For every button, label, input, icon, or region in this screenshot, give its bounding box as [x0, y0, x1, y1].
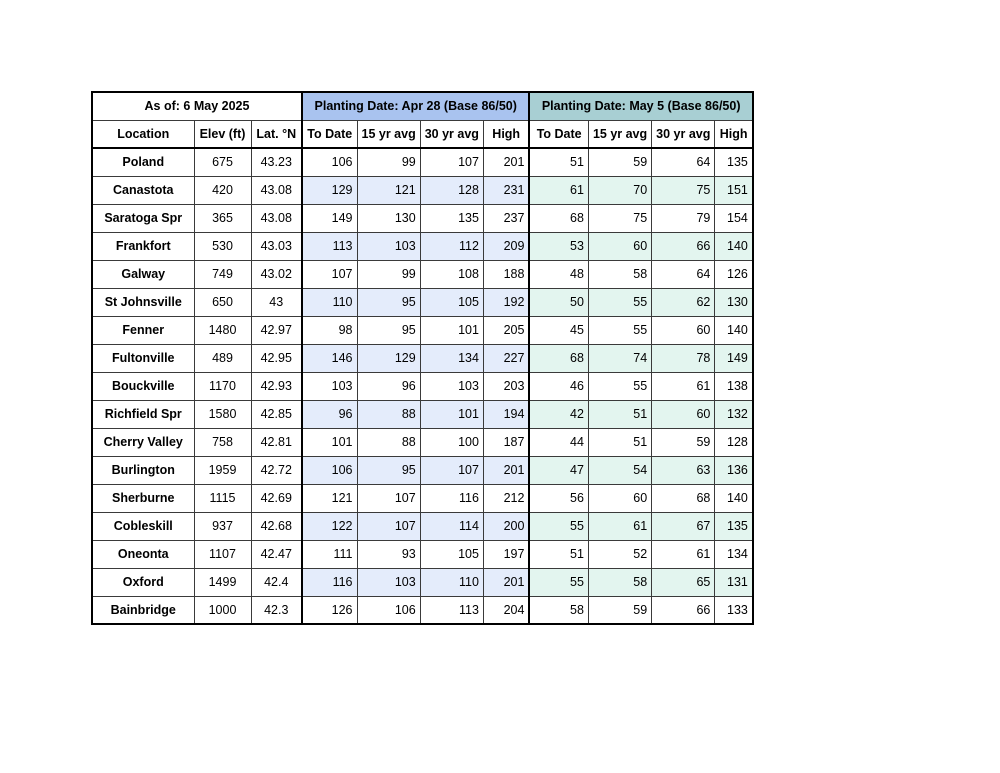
cell-b-to-date: 44 [529, 428, 588, 456]
cell-a-high: 201 [483, 148, 529, 176]
cell-b-high: 135 [715, 512, 753, 540]
cell-elev: 1000 [194, 596, 251, 624]
cell-a-30yr: 128 [420, 176, 483, 204]
cell-elev: 758 [194, 428, 251, 456]
cell-b-30yr: 66 [652, 232, 715, 260]
cell-b-high: 131 [715, 568, 753, 596]
cell-b-30yr: 61 [652, 540, 715, 568]
cell-a-30yr: 107 [420, 456, 483, 484]
cell-lat: 42.68 [251, 512, 302, 540]
cell-a-30yr: 101 [420, 400, 483, 428]
col-header-b-high: High [715, 120, 753, 148]
cell-b-30yr: 79 [652, 204, 715, 232]
table-row [92, 596, 753, 624]
cell-b-high: 128 [715, 428, 753, 456]
cell-a-15yr: 129 [357, 344, 420, 372]
cell-b-high: 138 [715, 372, 753, 400]
cell-elev: 489 [194, 344, 251, 372]
cell-b-high: 135 [715, 148, 753, 176]
cell-a-high: 197 [483, 540, 529, 568]
cell-a-to-date: 146 [302, 344, 357, 372]
cell-a-30yr: 112 [420, 232, 483, 260]
cell-b-15yr: 75 [588, 204, 651, 232]
cell-b-high: 134 [715, 540, 753, 568]
cell-a-to-date: 110 [302, 288, 357, 316]
cell-a-high: 231 [483, 176, 529, 204]
cell-a-30yr: 108 [420, 260, 483, 288]
cell-b-high: 136 [715, 456, 753, 484]
cell-b-15yr: 59 [588, 148, 651, 176]
table-row [92, 512, 753, 540]
cell-b-15yr: 55 [588, 316, 651, 344]
cell-b-30yr: 60 [652, 400, 715, 428]
table-row [92, 232, 753, 260]
cell-lat: 42.97 [251, 316, 302, 344]
cell-location: Cobleskill [92, 512, 194, 540]
cell-b-to-date: 51 [529, 148, 588, 176]
cell-a-high: 201 [483, 456, 529, 484]
table-row [92, 288, 753, 316]
cell-elev: 365 [194, 204, 251, 232]
cell-a-15yr: 95 [357, 288, 420, 316]
cell-a-15yr: 88 [357, 400, 420, 428]
cell-elev: 1580 [194, 400, 251, 428]
table-row [92, 428, 753, 456]
cell-a-to-date: 121 [302, 484, 357, 512]
cell-lat: 43.02 [251, 260, 302, 288]
cell-a-15yr: 99 [357, 260, 420, 288]
col-header-a-to-date: To Date [302, 120, 357, 148]
cell-location: Cherry Valley [92, 428, 194, 456]
cell-b-high: 133 [715, 596, 753, 624]
cell-lat: 42.85 [251, 400, 302, 428]
cell-b-to-date: 55 [529, 512, 588, 540]
cell-lat: 43 [251, 288, 302, 316]
cell-a-15yr: 106 [357, 596, 420, 624]
cell-location: Fultonville [92, 344, 194, 372]
cell-elev: 420 [194, 176, 251, 204]
cell-b-high: 132 [715, 400, 753, 428]
cell-a-high: 227 [483, 344, 529, 372]
cell-a-15yr: 95 [357, 456, 420, 484]
cell-b-15yr: 51 [588, 428, 651, 456]
cell-a-high: 212 [483, 484, 529, 512]
cell-b-30yr: 61 [652, 372, 715, 400]
cell-a-high: 204 [483, 596, 529, 624]
cell-a-high: 201 [483, 568, 529, 596]
cell-elev: 1499 [194, 568, 251, 596]
as-of-date: As of: 6 May 2025 [92, 92, 302, 120]
cell-location: Canastota [92, 176, 194, 204]
cell-lat: 42.72 [251, 456, 302, 484]
cell-a-30yr: 105 [420, 288, 483, 316]
cell-lat: 43.23 [251, 148, 302, 176]
cell-b-15yr: 61 [588, 512, 651, 540]
cell-a-high: 194 [483, 400, 529, 428]
cell-elev: 1170 [194, 372, 251, 400]
cell-b-high: 140 [715, 232, 753, 260]
cell-a-to-date: 122 [302, 512, 357, 540]
col-header-a-15yr: 15 yr avg [357, 120, 420, 148]
col-header-a-high: High [483, 120, 529, 148]
cell-b-to-date: 53 [529, 232, 588, 260]
cell-a-high: 192 [483, 288, 529, 316]
table-body [92, 148, 753, 624]
cell-b-high: 130 [715, 288, 753, 316]
cell-location: Fenner [92, 316, 194, 344]
cell-a-30yr: 103 [420, 372, 483, 400]
cell-a-to-date: 129 [302, 176, 357, 204]
group-header-apr28: Planting Date: Apr 28 (Base 86/50) [302, 92, 529, 120]
cell-a-high: 205 [483, 316, 529, 344]
cell-b-15yr: 51 [588, 400, 651, 428]
cell-lat: 42.93 [251, 372, 302, 400]
group-header-may5: Planting Date: May 5 (Base 86/50) [529, 92, 752, 120]
cell-a-to-date: 113 [302, 232, 357, 260]
table-row [92, 204, 753, 232]
col-header-b-to-date: To Date [529, 120, 588, 148]
cell-a-30yr: 135 [420, 204, 483, 232]
cell-a-30yr: 100 [420, 428, 483, 456]
cell-b-30yr: 67 [652, 512, 715, 540]
cell-lat: 42.69 [251, 484, 302, 512]
cell-b-high: 140 [715, 316, 753, 344]
cell-elev: 1480 [194, 316, 251, 344]
cell-a-high: 187 [483, 428, 529, 456]
cell-a-15yr: 103 [357, 568, 420, 596]
cell-b-30yr: 68 [652, 484, 715, 512]
cell-lat: 43.03 [251, 232, 302, 260]
cell-lat: 42.4 [251, 568, 302, 596]
col-header-elev: Elev (ft) [194, 120, 251, 148]
table-row [92, 456, 753, 484]
cell-a-30yr: 101 [420, 316, 483, 344]
cell-b-30yr: 63 [652, 456, 715, 484]
cell-a-15yr: 96 [357, 372, 420, 400]
cell-b-15yr: 55 [588, 372, 651, 400]
cell-location: Galway [92, 260, 194, 288]
cell-b-15yr: 55 [588, 288, 651, 316]
cell-elev: 1959 [194, 456, 251, 484]
cell-elev: 937 [194, 512, 251, 540]
cell-b-15yr: 58 [588, 260, 651, 288]
cell-b-to-date: 51 [529, 540, 588, 568]
cell-lat: 43.08 [251, 176, 302, 204]
cell-a-to-date: 103 [302, 372, 357, 400]
cell-b-high: 151 [715, 176, 753, 204]
cell-a-to-date: 116 [302, 568, 357, 596]
cell-b-15yr: 74 [588, 344, 651, 372]
table-row [92, 176, 753, 204]
cell-b-15yr: 58 [588, 568, 651, 596]
cell-b-high: 149 [715, 344, 753, 372]
cell-a-30yr: 134 [420, 344, 483, 372]
cell-location: St Johnsville [92, 288, 194, 316]
cell-b-30yr: 66 [652, 596, 715, 624]
cell-b-to-date: 68 [529, 204, 588, 232]
cell-lat: 43.08 [251, 204, 302, 232]
cell-b-30yr: 62 [652, 288, 715, 316]
cell-b-30yr: 64 [652, 260, 715, 288]
cell-b-to-date: 46 [529, 372, 588, 400]
cell-a-to-date: 96 [302, 400, 357, 428]
cell-a-15yr: 107 [357, 484, 420, 512]
cell-location: Poland [92, 148, 194, 176]
cell-b-to-date: 45 [529, 316, 588, 344]
cell-a-to-date: 101 [302, 428, 357, 456]
cell-lat: 42.47 [251, 540, 302, 568]
cell-b-high: 140 [715, 484, 753, 512]
gdd-table [91, 91, 754, 625]
cell-a-to-date: 106 [302, 148, 357, 176]
cell-b-30yr: 59 [652, 428, 715, 456]
cell-location: Bouckville [92, 372, 194, 400]
cell-b-15yr: 60 [588, 232, 651, 260]
cell-location: Burlington [92, 456, 194, 484]
cell-a-high: 188 [483, 260, 529, 288]
cell-a-30yr: 113 [420, 596, 483, 624]
table-row [92, 540, 753, 568]
cell-b-to-date: 61 [529, 176, 588, 204]
cell-a-15yr: 103 [357, 232, 420, 260]
column-header-row [92, 120, 753, 148]
cell-a-15yr: 88 [357, 428, 420, 456]
cell-location: Oxford [92, 568, 194, 596]
cell-b-30yr: 78 [652, 344, 715, 372]
col-header-b-30yr: 30 yr avg [652, 120, 715, 148]
cell-b-high: 126 [715, 260, 753, 288]
cell-a-to-date: 107 [302, 260, 357, 288]
cell-b-30yr: 64 [652, 148, 715, 176]
table-row [92, 372, 753, 400]
cell-elev: 1107 [194, 540, 251, 568]
cell-location: Richfield Spr [92, 400, 194, 428]
cell-a-to-date: 126 [302, 596, 357, 624]
cell-b-to-date: 47 [529, 456, 588, 484]
cell-a-high: 203 [483, 372, 529, 400]
cell-b-to-date: 42 [529, 400, 588, 428]
cell-b-to-date: 56 [529, 484, 588, 512]
table-row [92, 400, 753, 428]
cell-b-30yr: 75 [652, 176, 715, 204]
cell-b-15yr: 70 [588, 176, 651, 204]
cell-location: Sherburne [92, 484, 194, 512]
cell-a-15yr: 95 [357, 316, 420, 344]
cell-a-15yr: 107 [357, 512, 420, 540]
cell-a-15yr: 121 [357, 176, 420, 204]
cell-b-15yr: 52 [588, 540, 651, 568]
cell-lat: 42.3 [251, 596, 302, 624]
cell-lat: 42.81 [251, 428, 302, 456]
cell-a-30yr: 114 [420, 512, 483, 540]
cell-a-to-date: 106 [302, 456, 357, 484]
col-header-location: Location [92, 120, 194, 148]
cell-b-15yr: 54 [588, 456, 651, 484]
group-header-row [92, 92, 753, 120]
table-row [92, 484, 753, 512]
cell-a-30yr: 105 [420, 540, 483, 568]
cell-a-15yr: 99 [357, 148, 420, 176]
cell-b-to-date: 50 [529, 288, 588, 316]
cell-b-high: 154 [715, 204, 753, 232]
cell-b-15yr: 60 [588, 484, 651, 512]
cell-a-to-date: 149 [302, 204, 357, 232]
table-row [92, 148, 753, 176]
cell-b-to-date: 58 [529, 596, 588, 624]
cell-a-30yr: 116 [420, 484, 483, 512]
cell-location: Frankfort [92, 232, 194, 260]
col-header-b-15yr: 15 yr avg [588, 120, 651, 148]
col-header-lat: Lat. °N [251, 120, 302, 148]
cell-a-high: 200 [483, 512, 529, 540]
cell-location: Oneonta [92, 540, 194, 568]
cell-elev: 749 [194, 260, 251, 288]
cell-b-30yr: 60 [652, 316, 715, 344]
cell-elev: 1115 [194, 484, 251, 512]
cell-a-30yr: 107 [420, 148, 483, 176]
table-row [92, 260, 753, 288]
cell-a-high: 237 [483, 204, 529, 232]
cell-elev: 650 [194, 288, 251, 316]
table-row [92, 344, 753, 372]
col-header-a-30yr: 30 yr avg [420, 120, 483, 148]
cell-a-to-date: 111 [302, 540, 357, 568]
cell-a-15yr: 130 [357, 204, 420, 232]
cell-b-30yr: 65 [652, 568, 715, 596]
cell-a-15yr: 93 [357, 540, 420, 568]
cell-b-to-date: 68 [529, 344, 588, 372]
cell-location: Saratoga Spr [92, 204, 194, 232]
cell-location: Bainbridge [92, 596, 194, 624]
cell-elev: 675 [194, 148, 251, 176]
cell-b-to-date: 48 [529, 260, 588, 288]
cell-a-high: 209 [483, 232, 529, 260]
table-row [92, 316, 753, 344]
cell-b-to-date: 55 [529, 568, 588, 596]
cell-elev: 530 [194, 232, 251, 260]
cell-b-15yr: 59 [588, 596, 651, 624]
cell-a-to-date: 98 [302, 316, 357, 344]
cell-lat: 42.95 [251, 344, 302, 372]
cell-a-30yr: 110 [420, 568, 483, 596]
table-row [92, 568, 753, 596]
